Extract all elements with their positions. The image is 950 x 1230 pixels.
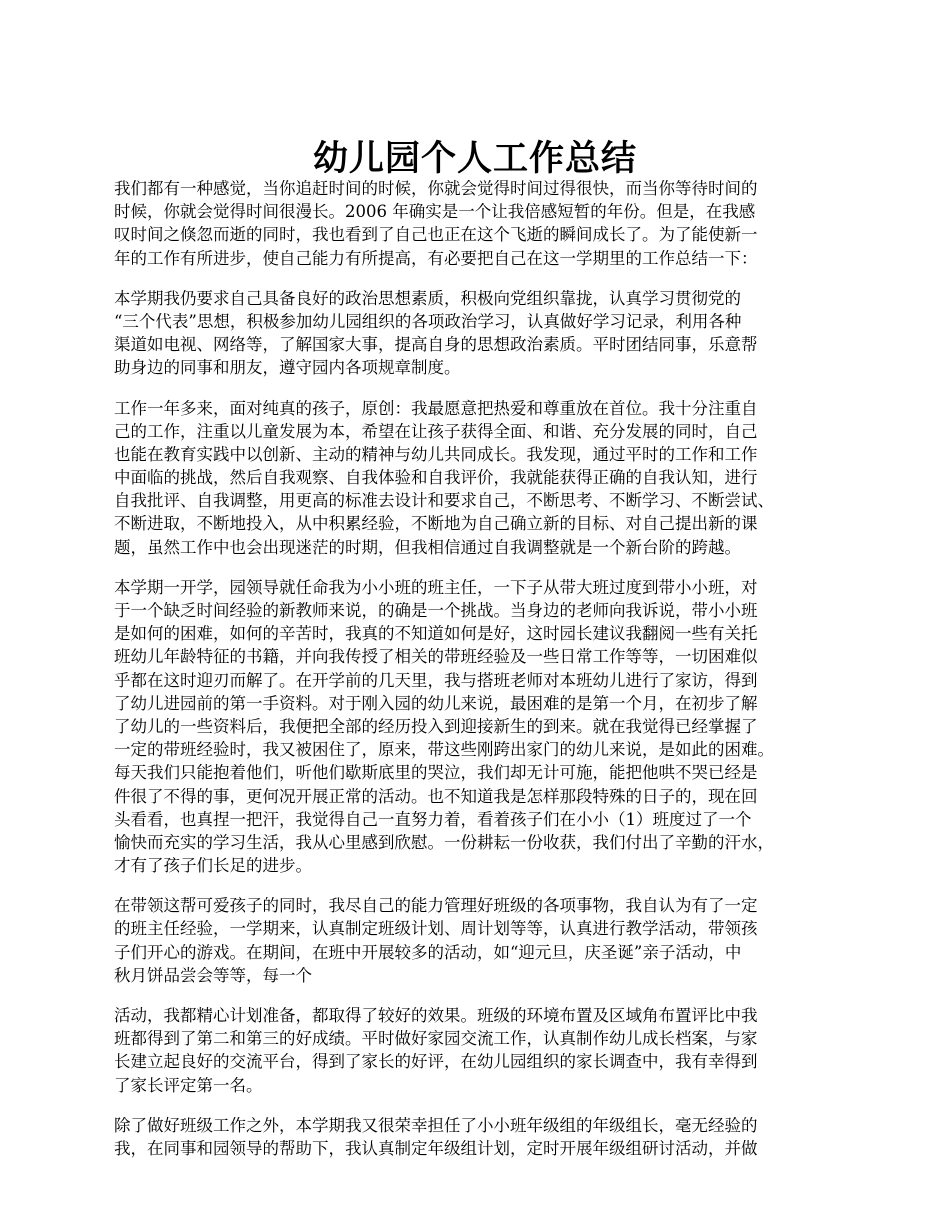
text-line: 也能在教育实践中以创新、主动的精神与幼儿共同成长。我发现，通过平时的工作和工作 [114, 444, 758, 464]
text-line: 件很了不得的事，更何况开展正常的活动。也不知道我是怎样那段特殊的日子的，现在回 [114, 786, 758, 806]
text-line: 秋月饼品尝会等等，每一个 [114, 965, 312, 985]
text-line: 班幼儿年龄特征的书籍，并向我传授了相关的带班经验及一些日常工作等等，一切困难似 [114, 647, 758, 667]
text-line: 题，虽然工作中也会出现迷茫的时期，但我相信通过自我调整就是一个新台阶的跨越。 [114, 537, 741, 557]
paragraph [114, 1004, 854, 1097]
text-line: 渠道如电视、网络等，了解国家大事，提高自身的思想政治素质。平时团结同事，乐意帮 [114, 335, 758, 355]
document-title: 幼儿园个人工作总结 [312, 138, 637, 180]
text-line: 工作一年多来，面对纯真的孩子，原创：我最愿意把热爱和尊重放在首位。我十分注重自 [114, 398, 758, 418]
paragraph [114, 287, 854, 380]
text-line: “三个代表”思想，积极参加幼儿园组织的各项政治学习，认真做好学习记录，利用各种 [114, 311, 742, 331]
text-line: 活动，我都精心计划准备，都取得了较好的效果。班级的环境布置及区域角布置评比中我 [114, 1006, 758, 1025]
text-line: 助身边的同事和朋友，遵守园内各项规章制度。 [114, 358, 461, 378]
text-line: 在带领这帮可爱孩子的同时，我尽自己的能力管理好班级的各项事物，我自认为有了一定 [114, 896, 758, 916]
text-line: 自我批评、自我调整，用更高的标准去设计和要求自己，不断思考、不断学习、不断尝试、 [114, 491, 774, 511]
paragraph [114, 177, 854, 270]
text-line: 子们开心的游戏。在期间，在班中开展较多的活动，如“迎元旦，庆圣诞”亲子活动，中 [114, 942, 742, 962]
document-body [114, 177, 854, 1177]
paragraph [114, 397, 854, 559]
paragraph [114, 576, 854, 877]
text-line: 本学期一开学，园领导就任命我为小小班的班主任，一下子从带大班过度到带小小班，对 [114, 577, 758, 597]
text-line: 中面临的挑战，然后自我观察、自我体验和自我评价，我就能获得正确的自我认知，进行 [114, 468, 758, 488]
text-line: 每天我们只能抱着他们，听他们歇斯底里的哭泣，我们却无计可施，能把他哄不哭已经是 [114, 763, 758, 783]
text-line: 己的工作，注重以儿童发展为本，希望在让孩子获得全面、和谐、充分发展的同时，自己 [114, 421, 758, 441]
text-line: 了幼儿进园前的第一手资料。对于刚入园的幼儿来说，最困难的是第一个月，在初步了解 [114, 693, 758, 713]
text-line: 才有了孩子们长足的进步。 [114, 856, 312, 876]
text-line: 于一个缺乏时间经验的新教师来说，的确是一个挑战。当身边的老师向我诉说，带小小班 [114, 601, 758, 620]
text-line: 了家长评定第一名。 [114, 1075, 263, 1095]
text-line: 班都得到了第二和第三的好成绩。平时做好家园交流工作，认真制作幼儿成长档案，与家 [114, 1029, 758, 1049]
text-line: 我，在同事和园领导的帮助下，我认真制定年级组计划，定时开展年级组研讨活动，并做 [114, 1138, 758, 1158]
text-line: 本学期我仍要求自己具备良好的政治思想素质，积极向党组织靠拢，认真学习贯彻党的 [114, 288, 741, 308]
text-line: 长建立起良好的交流平台，得到了家长的好评，在幼儿园组织的家长调查中，我有幸得到 [114, 1052, 758, 1072]
text-line: 年的工作有所进步，使自己能力有所提高，有必要把自己在这一学期里的工作总结一下： [114, 248, 758, 268]
text-line: 是如何的困难，如何的辛苦时，我真的不知道如何是好，这时园长建议我翻阅一些有关托 [114, 624, 758, 644]
paragraph [114, 1114, 854, 1160]
text-line: 了幼儿的一些资料后，我便把全部的经历投入到迎接新生的到来。就在我觉得已经掌握了 [114, 716, 758, 736]
text-line: 的班主任经验，一学期来，认真制定班级计划、周计划等等，认真进行教学活动，带领孩 [114, 919, 758, 939]
text-line: 不断进取，不断地投入，从中积累经验，不断地为自己确立新的目标、对自己提出新的课 [114, 514, 758, 534]
text-line: 叹时间之倏忽而逝的同时，我也看到了自己也正在这个飞逝的瞬间成长了。为了能使新一 [114, 225, 758, 245]
text-line: 愉快而充实的学习生活，我从心里感到欣慰。一份耕耘一份收获，我们付出了辛勤的汗水， [114, 832, 774, 852]
text-line: 头看看，也真捏一把汗，我觉得自己一直努力着，看着孩子们在小小（1）班度过了一个 [114, 809, 752, 829]
text-line: 我们都有一种感觉，当你追赶时间的时候，你就会觉得时间过得很快，而当你等待时间的 [114, 179, 758, 198]
text-line: 时候，你就会觉得时间很漫长。2006 年确实是一个让我倍感短暂的年份。但是，在我感 [114, 202, 756, 222]
text-line: 除了做好班级工作之外，本学期我又很荣幸担任了小小班年级组的年级组长，毫无经验的 [114, 1115, 758, 1135]
text-line: 一定的带班经验时，我又被困住了，原来，带这些刚跨出家门的幼儿来说，是如此的困难。 [114, 740, 774, 760]
text-line: 乎都在这时迎刃而解了。在开学前的几天里，我与搭班老师对本班幼儿进行了家访，得到 [114, 670, 758, 690]
paragraph [114, 894, 854, 987]
